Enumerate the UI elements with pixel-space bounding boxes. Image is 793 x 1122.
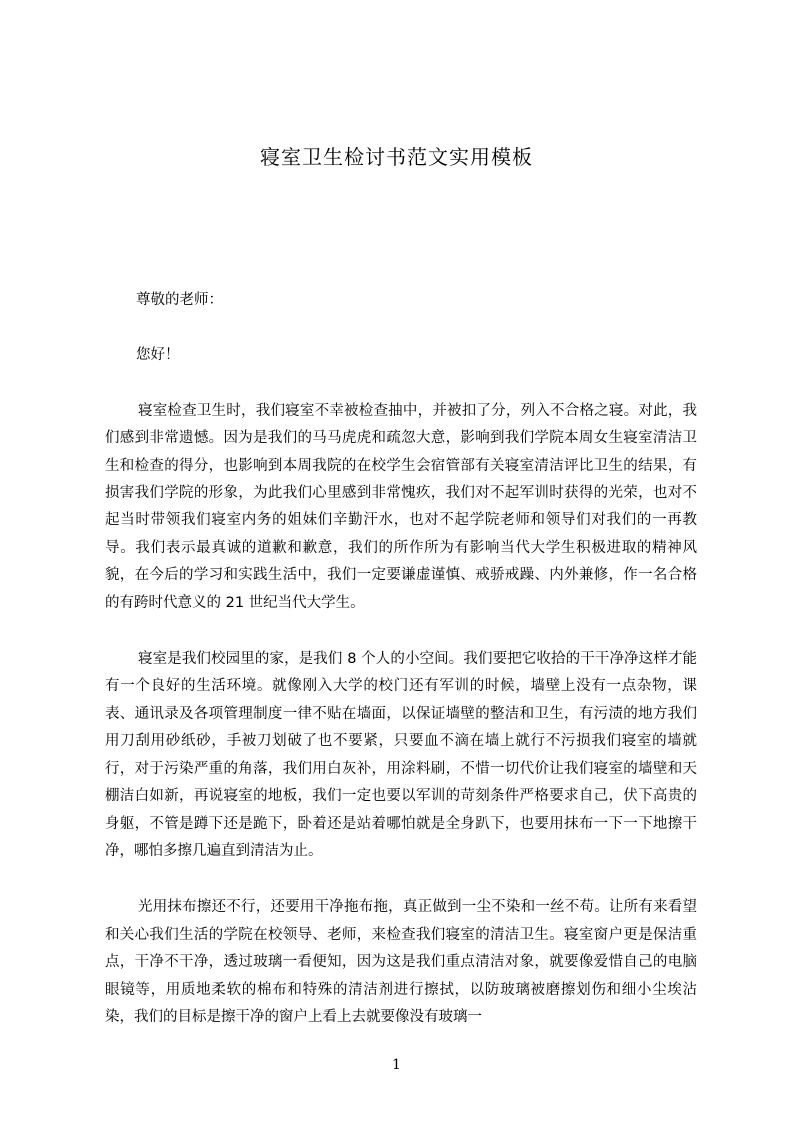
salutation: 尊敬的老师： (136, 292, 223, 308)
page-number: 1 (392, 1057, 401, 1073)
greeting: 您好！ (136, 347, 180, 364)
paragraph: 寝室检查卫生时，我们寝室不幸被检查抽中，并被扣了分，列入不合格之寝。对此，我们感到非常遗憾。因为是我们的马马虎虎和疏忽大意，影响到我们学院本周女生寝室清洁卫生和检查的得分，也影响到本周我院的在校学生会宿管部有关寝室清洁评比卫生的结果，有损害我们学院的形象，为此我们心里感到非常愧疚，我们对不起军训时获得的光荣，也对不起当时带领我们寝室内务的姐妹们辛勤汗水，也对不起学院老师和领导们对我们的一再教导。我们表示最真诚的道歉和歉意，我们的所作所为有影响当代大学生积极进取的精神风貌，在今后的学习和实践生活中，我们一定要谦虚谨慎、戒骄戒躁、内外兼修，作一名合格的有跨时代意义的 21 世纪当代大学生。 (105, 402, 697, 611)
document-body (105, 287, 697, 1031)
paragraph: 光用抹布擦还不行，还要用干净拖布拖，真正做到一尘不染和一丝不苟。让所有来看望和关心我们生活的学院在校领导、老师，来检查我们寝室的清洁卫生。寝室窗户更是保洁重点，干净不干净，透过玻璃一看便知，因为这是我们重点清洁对象，就要像爱惜自己的电脑眼镜等，用质地柔软的棉布和特殊的清洁剂进行擦拭，以防玻璃被磨擦划伤和细小尘埃沾染，我们的目标是擦干净的窗户上看上去就要像没有玻璃一 (105, 899, 697, 1025)
document-title: 寝室卫生检讨书范文实用模板 (260, 145, 533, 169)
paragraph: 寝室是我们校园里的家，是我们 8 个人的小空间。我们要把它收拾的干干净净这样才能有一个良好的生活环境。就像刚入大学的校门还有军训的时候，墙壁上没有一点杂物，课表、通讯录及各项管理制度一律不贴在墙面，以保证墙壁的整洁和卫生，有污渍的地方我们用刀刮用砂纸砂，手被刀划破了也不要紧，只要血不滴在墙上就行不污损我们寝室的墙就行，对于污染严重的角落，我们用白灰补，用涂料刷，不惜一切代价让我们寝室的墙壁和天棚洁白如新，再说寝室的地板，我们一定也要以军训的苛刻条件严格要求自己，伏下高贵的身躯，不管是蹲下还是跪下，卧着还是站着哪怕就是全身趴下，也要用抹布一下一下地擦干净，哪怕多擦几遍直到清洁为止。 (105, 651, 697, 859)
